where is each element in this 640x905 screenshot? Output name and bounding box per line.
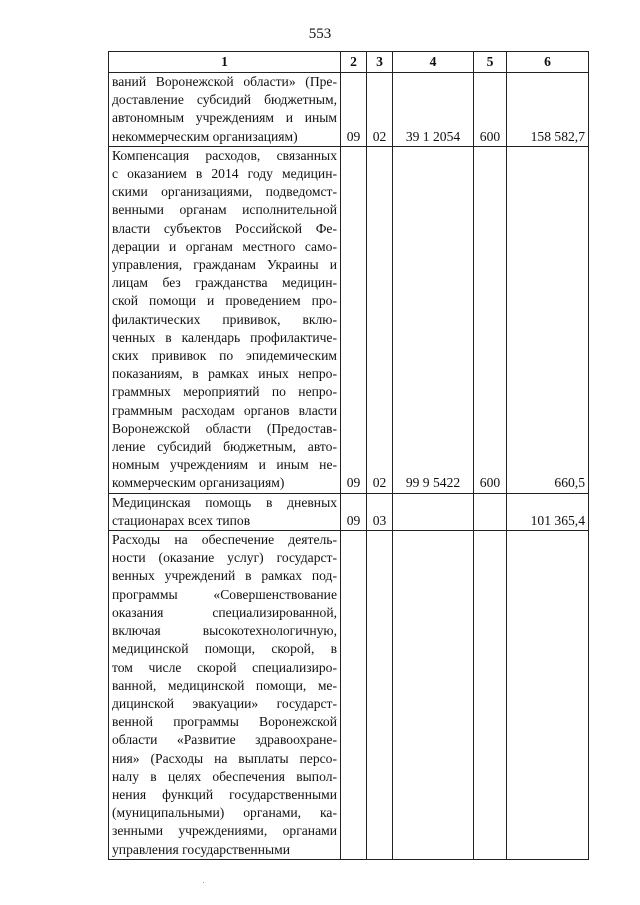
description-line: граммных мероприятий по непро- <box>112 384 337 400</box>
page-number: 553 <box>308 26 332 42</box>
description-line: программы «Совершенствование <box>112 586 337 602</box>
section-code <box>341 531 367 860</box>
description-line: граммным расходам органов власти <box>112 402 337 418</box>
description-line: области «Развитие здравоохране- <box>112 732 337 748</box>
section-code: 09 <box>341 146 367 493</box>
scan-speck <box>203 882 204 883</box>
description-line: ских прививок по эпидемическим <box>112 348 337 364</box>
description-line: Расходы на обеспечение деятель- <box>112 532 337 548</box>
row-description <box>109 531 341 860</box>
description-line: том числе скорой специализиро- <box>112 659 337 675</box>
description-line: ваний Воронежской области» (Пре- <box>112 74 337 89</box>
table-body <box>109 73 589 860</box>
description-line: стационарах всех типов <box>112 512 251 528</box>
header-col-4: 4 <box>393 52 474 73</box>
row-description <box>109 146 341 493</box>
description-line: оказания специализированной, <box>112 604 337 620</box>
subsection-code: 02 <box>367 73 393 147</box>
amount-value: 158 582,7 <box>507 73 589 147</box>
subsection-code: 03 <box>367 493 393 530</box>
budget-table <box>108 51 589 860</box>
table-row <box>109 73 589 147</box>
description-line: номным учреждениям и иным не- <box>112 457 337 473</box>
header-col-5: 5 <box>474 52 507 73</box>
section-code: 09 <box>341 73 367 147</box>
target-article-code: 39 1 2054 <box>393 73 474 147</box>
section-code: 09 <box>341 493 367 530</box>
description-line: доставление субсидий бюджетным, <box>112 92 337 108</box>
description-line: Медицинская помощь в дневных <box>112 494 337 510</box>
description-line: показаниям, в рамках иных непро- <box>112 366 337 382</box>
description-line: коммерческим организациям) <box>112 475 285 491</box>
description-line: ности (оказание услуг) государст- <box>112 550 337 566</box>
subsection-code <box>367 531 393 860</box>
header-col-3: 3 <box>367 52 393 73</box>
amount-value: 101 365,4 <box>507 493 589 530</box>
description-line: Компенсация расходов, связанных <box>112 147 337 163</box>
description-line: ванной, медицинской помощи, ме- <box>112 677 337 693</box>
description-line: скими организациями, подведомст- <box>112 184 337 200</box>
description-line: нения функций государственными <box>112 786 337 802</box>
row-description <box>109 73 341 147</box>
description-line: управления государственными <box>112 841 290 857</box>
table-row <box>109 531 589 860</box>
amount-value <box>507 531 589 860</box>
description-line: дицинской эвакуации» государст- <box>112 695 337 711</box>
description-line: медицинской помощи, скорой, в <box>112 641 337 657</box>
description-line: ченных в календарь профилактиче- <box>112 329 337 345</box>
description-line: лицам без гражданства медицин- <box>112 275 337 291</box>
target-article-code: 99 9 5422 <box>393 146 474 493</box>
header-row <box>109 52 589 73</box>
header-col-2: 2 <box>341 52 367 73</box>
description-line: зенными учреждениями, органами <box>112 823 337 839</box>
amount-value: 660,5 <box>507 146 589 493</box>
description-line: налу в целях обеспечения выпол- <box>112 768 337 784</box>
description-line: включая высокотехнологичную, <box>112 623 337 639</box>
description-line: ление субсидий бюджетным, авто- <box>112 439 337 455</box>
target-article-code <box>393 493 474 530</box>
description-line: ской помощи и проведением про- <box>112 293 337 309</box>
header-col-6: 6 <box>507 52 589 73</box>
expense-type-code: 600 <box>474 73 507 147</box>
table-row <box>109 493 589 530</box>
description-line: автономным учреждениям и иным <box>112 110 337 126</box>
description-line: некоммерческим организациям) <box>112 128 298 144</box>
description-line: венных учреждений в рамках под- <box>112 568 337 584</box>
description-line: дерации и органам местного само- <box>112 238 337 254</box>
description-line: ния» (Расходы на выплаты персо- <box>112 750 337 766</box>
header-col-1: 1 <box>109 52 341 73</box>
description-line: управления, гражданам Украины и <box>112 257 337 273</box>
expense-type-code: 600 <box>474 146 507 493</box>
description-line: с оказанием в 2014 году медицин- <box>112 166 337 182</box>
target-article-code <box>393 531 474 860</box>
description-line: власти субъектов Российской Фе- <box>112 220 337 236</box>
description-line: Воронежской области (Предостав- <box>112 420 337 436</box>
description-line: (муниципальными) органами, ка- <box>112 805 337 821</box>
row-description <box>109 493 341 530</box>
description-line: филактических прививок, вклю- <box>112 311 337 327</box>
table-row <box>109 146 589 493</box>
expense-type-code <box>474 531 507 860</box>
expense-type-code <box>474 493 507 530</box>
description-line: венными органам исполнительной <box>112 202 337 218</box>
subsection-code: 02 <box>367 146 393 493</box>
description-line: венной программы Воронежской <box>112 714 337 730</box>
